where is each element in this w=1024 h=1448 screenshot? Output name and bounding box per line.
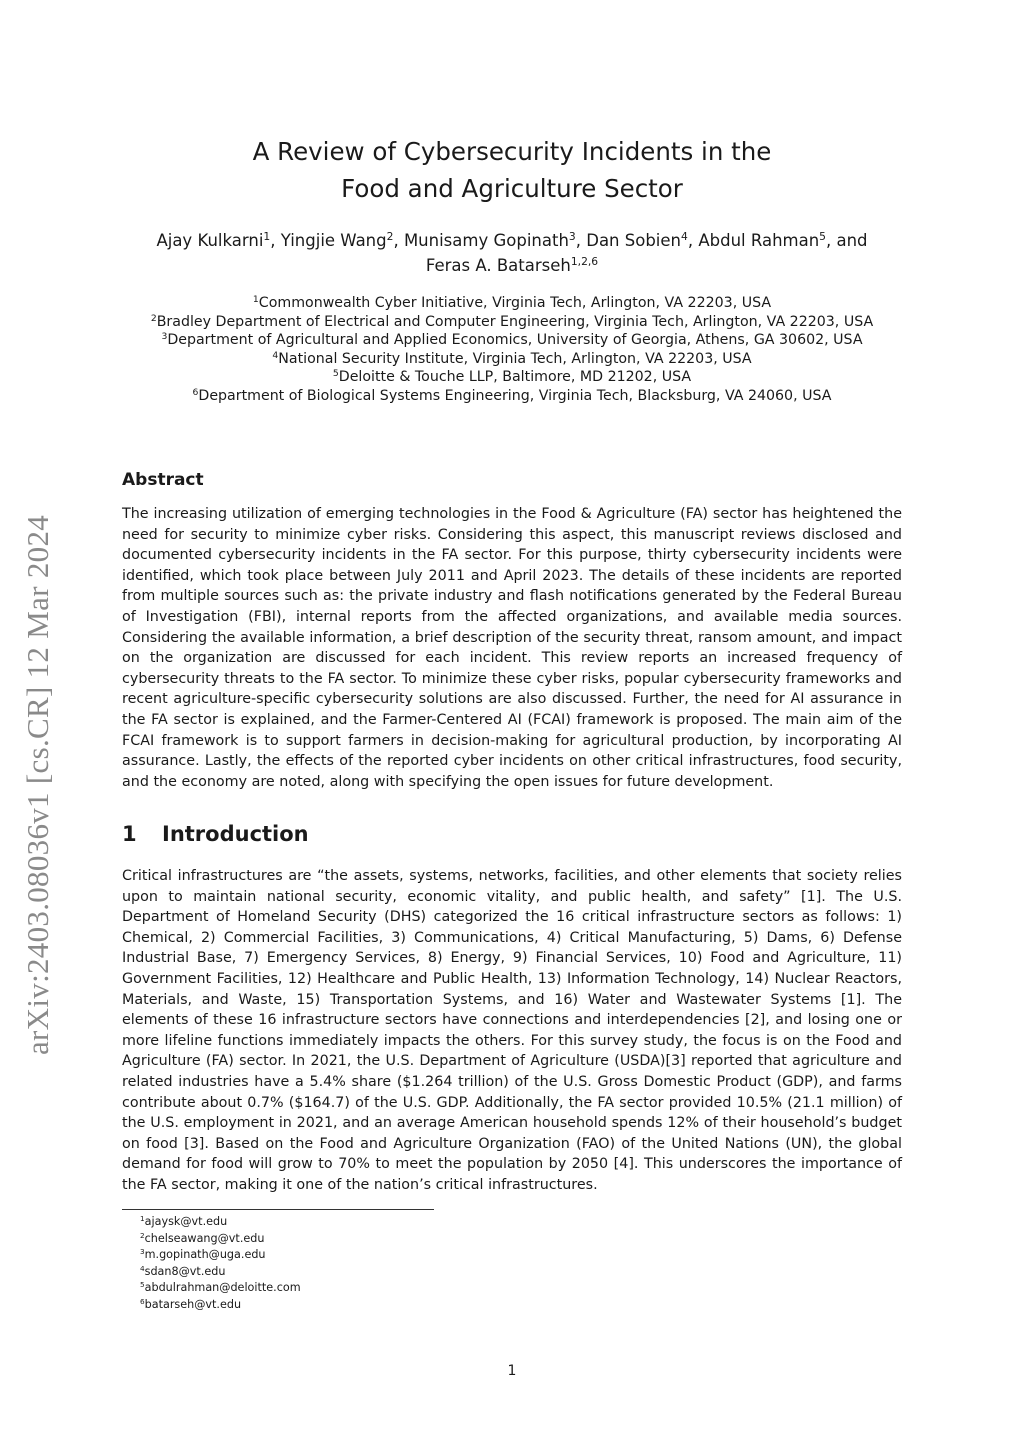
affiliation: $^5$Deloitte & Touche LLP, Baltimore, MD 21202, USA — [332, 368, 692, 386]
author-list — [110, 228, 914, 278]
abstract-heading: Abstract — [122, 470, 204, 490]
affiliation: $^4$National Security Institute, Virginia Tech, Arlington, VA 22203, USA — [272, 349, 752, 367]
footnote: $^3$m.gopinath@uga.edu — [140, 1247, 266, 1262]
introduction-body: Critical infrastructures are “the assets, systems, networks, facilities, and other elements that society relies upon to maintain national security, economic vitality, and public health, and safety” [1]. The U.S. Department of Homeland Security (DHS) categorized the 16 critical infrastructure sectors as follows: 1) Chemical, 2) Commercial Facilities, 3) Communications, 4) Critical Manufacturing, 5) Dams, 6) Defense Industrial Base, 7) Emergency Services, 8) Energy, 9) Financial Services, 10) Food and Agriculture, 11) Government Facilities, 12) Healthcare and Public Health, 13) Information Technology, 14) Nuclear Reactors, Materials, and Waste, 15) Transportation Systems, and 16) Water and Wastewater Systems [1]. The elements of these 16 infrastructure sectors have connections and interdependencies [2], and losing one or more lifeline functions immediately impacts the others. For this survey study, the focus is on the Food and Agriculture (FA) sector. In 2021, the U.S. Department of Agriculture (USDA)[3] reported that agriculture and related industries have a 5.4% share ($1.264 trillion) of the U.S. Gross Domestic Product (GDP), and farms contribute about 0.7% ($164.7) of the U.S. GDP. Additionally, the FA sector provided 10.5% (21.1 million) of the U.S. employment in 2021, and an average American household spends 12% of their household’s budget on food [3]. Based on the Food and Agriculture Organization (FAO) of the United Nations (UN), the global demand for food will grow to 70% to meet the population by 2050 [4]. This underscores the importance of the FA sector, making it one of the nation’s critical infrastructures. — [122, 868, 902, 1193]
section-number: 1 — [122, 822, 137, 846]
author: Yingjie Wang$^2$, — [280, 230, 404, 250]
affiliation-list — [60, 294, 964, 406]
footnote-divider — [122, 1209, 434, 1210]
author: Munisamy Gopinath$^3$, — [403, 230, 587, 250]
author: Abdul Rahman$^5$, and — [698, 230, 868, 250]
affiliation: $^6$Department of Biological Systems Engineering, Virginia Tech, Blacksburg, VA 24060, USA — [192, 386, 832, 404]
section-heading-introduction — [122, 822, 309, 846]
footnote: $^2$chelseawang@vt.edu — [140, 1230, 265, 1245]
footnote-list — [140, 1214, 301, 1314]
footnote: $^6$batarseh@vt.edu — [140, 1296, 242, 1311]
footnote: $^4$sdan8@vt.edu — [140, 1263, 226, 1278]
affiliation: $^3$Department of Agricultural and Applied Economics, University of Georgia, Athens, GA 30602, USA — [161, 331, 863, 349]
author: Feras A. Batarseh$^{1,2,6}$ — [425, 255, 599, 275]
paper-title — [0, 133, 1024, 207]
author: Dan Sobien$^4$, — [586, 230, 699, 250]
title-line-2: Food and Agriculture Sector — [341, 174, 683, 203]
arxiv-identifier-stamp: arXiv:2403.08036v1 [cs.CR] 12 Mar 2024 — [20, 514, 55, 1055]
section-title: Introduction — [162, 822, 309, 846]
footnote: $^5$abdulrahman@deloitte.com — [140, 1280, 301, 1295]
abstract-body: The increasing utilization of emerging technologies in the Food & Agriculture (FA) sector has heightened the need for security to minimize cyber risks. Considering this aspect, this manuscript reviews disclosed and documented cybersecurity incidents in the FA sector. For this purpose, thirty cybersecurity incidents were identified, which took place between July 2011 and April 2023. The details of these incidents are reported from multiple sources such as: the private industry and flash notifications generated by the Federal Bureau of Investigation (FBI), internal reports from the affected organizations, and available media sources. Considering the available information, a brief description of the security threat, ransom amount, and impact on the organization are discussed for each incident. This review reports an increased frequency of cybersecurity threats to the FA sector. To minimize these cyber risks, popular cybersecurity frameworks and recent agriculture-specific cybersecurity solutions are also discussed. Further, the need for AI assurance in the FA sector is explained, and the Farmer-Centered AI (FCAI) framework is proposed. The main aim of the FCAI framework is to support farmers in decision-making for agricultural production, by incorporating AI assurance. Lastly, the effects of the reported cyber incidents on other critical infrastructures, food security, and the economy are noted, along with specifying the open issues for future development. — [122, 506, 902, 790]
title-line-1: A Review of Cybersecurity Incidents in the — [252, 137, 772, 166]
affiliation: $^2$Bradley Department of Electrical and Computer Engineering, Virginia Tech, Arlington, VA 22203, USA — [150, 312, 874, 330]
author: Ajay Kulkarni$^1$, — [156, 230, 281, 250]
page-number: 1 — [507, 1363, 517, 1379]
footnote: $^1$ajaysk@vt.edu — [140, 1214, 228, 1228]
affiliation: $^1$Commonwealth Cyber Initiative, Virginia Tech, Arlington, VA 22203, USA — [252, 293, 772, 311]
